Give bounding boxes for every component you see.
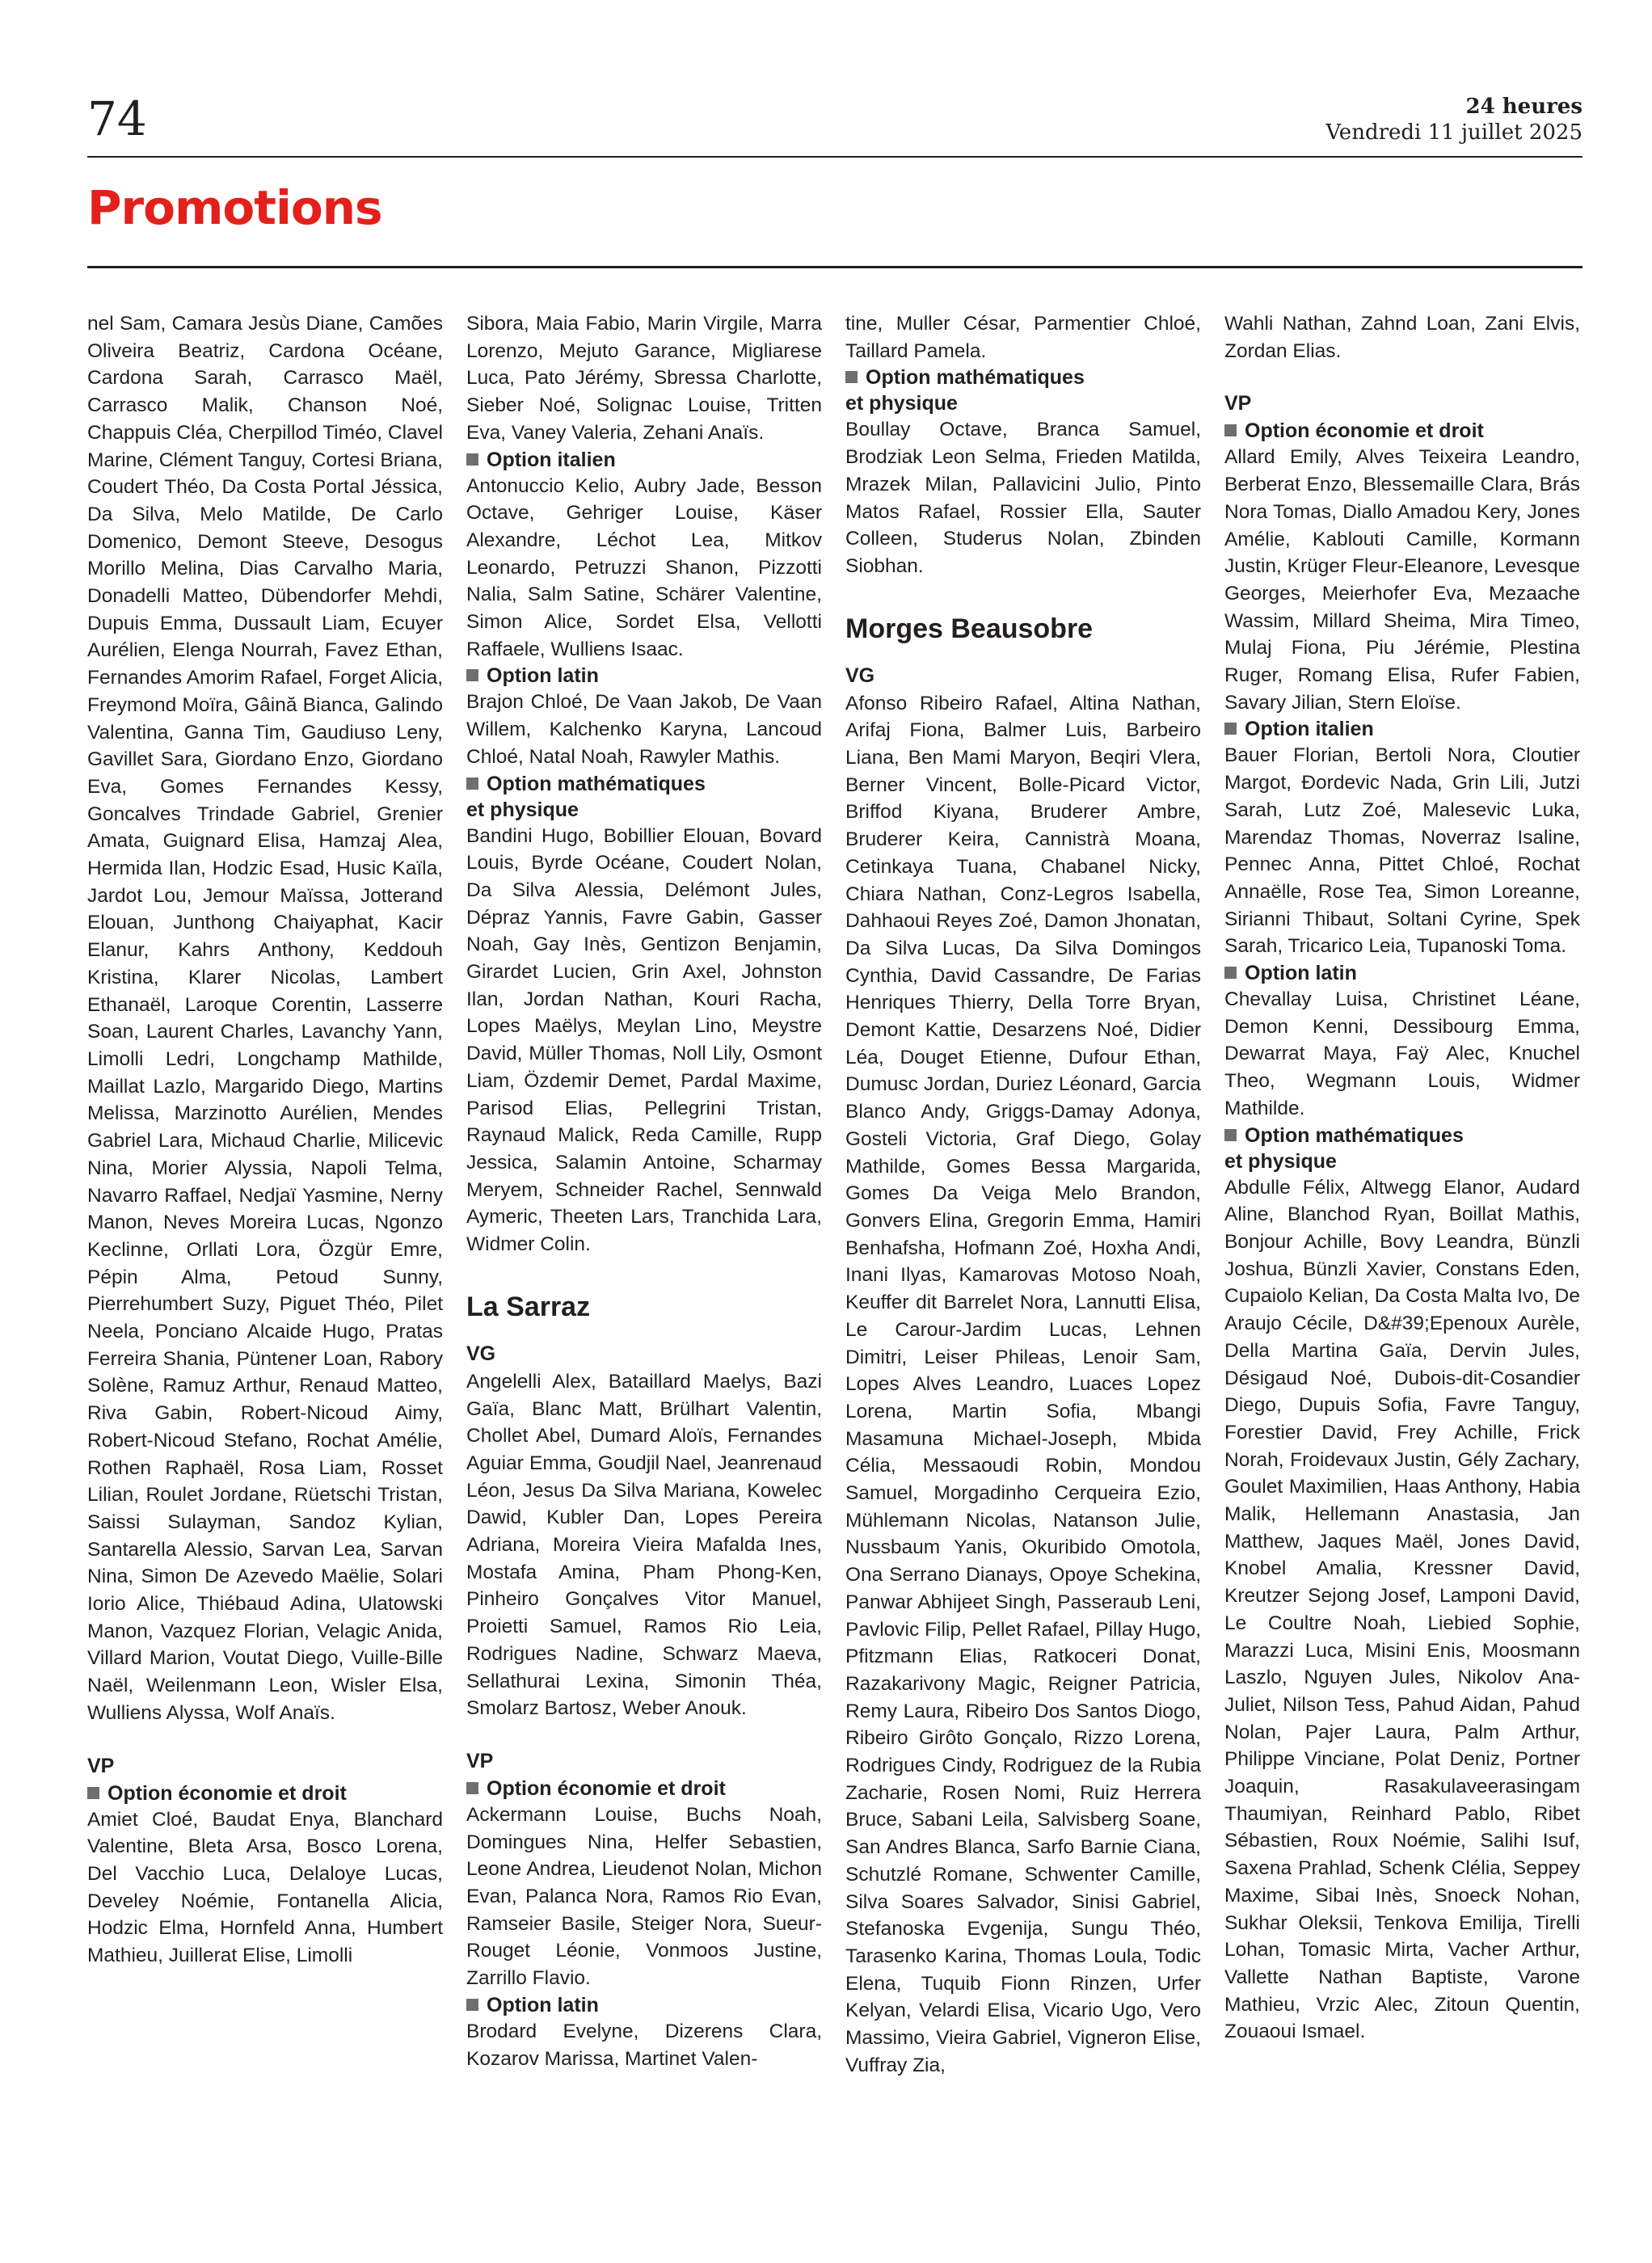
name-list: Antonuccio Kelio, Aubry Jade, Besson Octave, Gehriger Louise, Käser Alexandre, Léchot Lea, Mitkov Leonardo, Petruzzi Shanon, Pizzotti Nalia, Salm Satine, Schärer Valentine, Simon Alice, Sordet Elsa, Vellotti Raffaele, Wulliens Isaac. bbox=[466, 474, 822, 660]
masthead bbox=[1325, 94, 1582, 145]
option-heading: Option italien bbox=[1224, 716, 1580, 742]
article-columns bbox=[87, 310, 1582, 2202]
name-list: Chevallay Luisa, Christinet Léane, Demon Kenni, Dessibourg Emma, Dewarrat Maya, Faÿ Alec, Knuchel Theo, Wegmann Louis, Widmer Mathilde. bbox=[1224, 988, 1580, 1119]
name-list: Boullay Octave, Branca Samuel, Brodziak Leon Selma, Frieden Matilda, Mrazek Milan, Pallavicini Julio, Pinto Matos Rafael, Rossier Ella, Sauter Colleen, Studerus Nolan, Zbinden Siobhan. bbox=[845, 419, 1201, 577]
square-bullet-icon bbox=[87, 1787, 99, 1799]
square-bullet-icon bbox=[845, 371, 858, 383]
subheading-vg: VG bbox=[466, 1342, 496, 1365]
square-bullet-icon bbox=[466, 778, 478, 790]
option-heading: Option économie et droit bbox=[87, 1780, 443, 1806]
name-list: Afonso Ribeiro Rafael, Altina Nathan, Arifaj Fiona, Balmer Luis, Barbeiro Liana, Ben Mami Maryon, Beqiri Vlera, Berner Vincent, Bolle-Picard Victor, Briffod Kiyana, Bruderer Ambre, Bruderer Keira, Cannistrà Moana, Cetinkaya Tuana, Chabanel Nicky, Chiara Nathan, Conz-Legros Isabella, Dahhaoui Reyes Zoé, Damon Jhonatan, Da Silva Lucas, Da Silva Domingos Cynthia, David Cassandre, De Farias Henriques Thierry, Della Torre Bryan, Demont Kattie, Desarzens Noé, Didier Léa, Douget Etienne, Dufour Ethan, Dumusc Jordan, Duriez Léonard, Garcia Blanco Andy, Griggs-Damay Adonya, Gosteli Victoria, Graf Diego, Golay Mathilde, Gomes Bessa Margarida, Gomes Da Veiga Melo Brandon, Gonvers Elina, Gregorin Emma, Hamiri Benhafsha, Hofmann Zoé, Hoxha Andi, Inani Ilyas, Kamarovas Motoso Noah, Keuffer dit Barrelet Nora, Lannutti Elisa, Le Carour-Jardim Lucas, Lehnen Dimitri, Leiser Phileas, Lenoir Sam, Lopes Alves Leandro, Luaces Lopez Lorena, Martin Sofia, Mbangi Masamuna Michael-Joseph, Mbida Célia, Messaoudi Robin, Mondou Samuel, Morgadinho Cerqueira Ezio, Mühlemann Nicolas, Natanson Julie, Nussbaum Yanis, Okuribido Omotola, Ona Serrano Dianays, Opoye Schekina, Panwar Abhijeet Singh, Passeraub Leni, Pavlovic Filip, Pellet Rafael, Pillay Hugo, Pfitzmann Elias, Ratkoceri Donat, Razakarivony Magic, Reigner Patricia, Remy Laura, Ribeiro Dos Santos Diogo, Ribeiro Girôto Gonçalo, Rizzo Lorena, Rodrigues Cindy, Rodriguez de la Rubia Zacharie, Rosen Nomi, Ruiz Herrera Bruce, Sabani Leila, Salvisberg Soane, San Andres Blanca, Sarfo Barnie Ciana, Schutzlé Romane, Schwenter Camille, Silva Soares Salvador, Sinisi Gabriel, Stefanoska Evgenija, Sungu Théo, Tarasenko Karina, Thomas Loula, Todic Elena, Tuquib Fionn Rinzen, Urfer Kelyan, Velardi Elisa, Vicario Ugo, Vero Massimo, Vieira Gabriel, Vigneron Elise, Vuffray Zia, bbox=[845, 692, 1201, 2076]
square-bullet-icon bbox=[1224, 967, 1237, 979]
name-list: Sibora, Maia Fabio, Marin Virgile, Marra Lorenzo, Mejuto Garance, Migliarese Luca, Pato Jérémy, Sbressa Charlotte, Sieber Noé, Solignac Louise, Tritten Eva, Vaney Valeria, Zehani Anaïs. bbox=[466, 313, 822, 444]
square-bullet-icon bbox=[466, 1782, 478, 1794]
option-heading: Option mathématiques et physique bbox=[845, 366, 1085, 415]
option-heading: Option italien bbox=[466, 447, 822, 473]
header-rule bbox=[87, 156, 1582, 158]
name-list: Bauer Florian, Bertoli Nora, Cloutier Margot, Đordevic Nada, Grin Lili, Jutzi Sarah, Lutz Zoé, Malesevic Luka, Marendaz Thomas, Noverraz Isaline, Pennec Anna, Pittet Chloé, Rochat Annaëlle, Rose Tea, Simon Loreanne, Sirianni Thibaut, Soltani Cyrine, Spek Sarah, Tricarico Leia, Tupanoski Toma. bbox=[1224, 744, 1580, 958]
square-bullet-icon bbox=[1224, 723, 1237, 735]
issue-date: Vendredi 11 juillet 2025 bbox=[1325, 120, 1582, 145]
option-heading: Option économie et droit bbox=[466, 1776, 822, 1802]
option-heading: Option latin bbox=[1224, 960, 1580, 986]
section-rule bbox=[87, 266, 1582, 268]
name-list: Ackermann Louise, Buchs Noah, Domingues Nina, Helfer Sebastien, Leone Andrea, Lieudenot Nolan, Michon Evan, Palanca Nora, Ramos Rio Evan, Ramseier Basile, Steiger Nora, Sueur-Rouget Léonie, Vonmoos Justine, Zarrillo Flavio. bbox=[466, 1803, 822, 1990]
square-bullet-icon bbox=[466, 1999, 478, 2011]
name-list: Brajon Chloé, De Vaan Jakob, De Vaan Willem, Kalchenko Karyna, Lancoud Chloé, Natal Noah, Rawyler Mathis. bbox=[466, 691, 822, 768]
option-heading: Option mathématiques et physique bbox=[466, 772, 706, 821]
option-heading: Option mathématiques et physique bbox=[1224, 1123, 1464, 1173]
section-title: Promotions bbox=[87, 180, 382, 235]
column-2 bbox=[466, 310, 822, 2202]
option-heading: Option économie et droit bbox=[1224, 418, 1580, 444]
name-list: tine, Muller César, Parmentier Chloé, Taillard Pamela. bbox=[845, 313, 1201, 362]
name-list: Angelelli Alex, Bataillard Maelys, Bazi Gaïa, Blanc Matt, Brülhart Valentin, Chollet Abel, Dumard Aloïs, Fernandes Aguiar Emma, Goudjil Nael, Jeanrenaud Léon, Jesus Da Silva Mariana, Kowelec Dawid, Kubler Dan, Lopes Pereira Adriana, Moreira Vieira Mafalda Ines, Mostafa Amina, Pham Phong-Ken, Pinheiro Gonçalves Vitor Manuel, Proietti Samuel, Ramos Rio Leia, Rodrigues Nadine, Schwarz Maeva, Sellathurai Lexina, Simonin Théa, Smolarz Bartosz, Weber Anouk. bbox=[466, 1370, 822, 1720]
column-1 bbox=[87, 310, 443, 2202]
name-list: Allard Emily, Alves Teixeira Leandro, Berberat Enzo, Blessemaille Clara, Brás Nora Tomas, Diallo Amadou Kery, Jones Amélie, Kablouti Camille, Kormann Justin, Krüger Fleur-Eleanore, Levesque Georges, Meierhofer Eva, Mezaache Wassim, Millard Sheima, Mira Timeo, Mulaj Fiona, Piu Jérémie, Plestina Ruger, Romang Elisa, Rufer Fabien, Savary Jilian, Stern Eloïse. bbox=[1224, 446, 1580, 714]
subheading-vg: VG bbox=[845, 664, 875, 687]
subheading-vp: VP bbox=[1224, 392, 1252, 415]
subheading-vp: VP bbox=[87, 1754, 115, 1777]
name-list: Brodard Evelyne, Dizerens Clara, Kozarov Marissa, Martinet Valen- bbox=[466, 2020, 822, 2070]
option-heading: Option latin bbox=[466, 663, 822, 689]
name-list: Bandini Hugo, Bobillier Elouan, Bovard Louis, Byrde Océane, Coudert Nolan, Da Silva Alessia, Delémont Jules, Dépraz Yannis, Favre Gabin, Gasser Noah, Gay Inès, Gentizon Benjamin, Girardet Lucien, Grin Axel, Johnston Ilan, Jordan Nathan, Kouri Racha, Lopes Maëlys, Meylan Lino, Meystre David, Müller Thomas, Noll Lily, Osmont Liam, Özdemir Demet, Pardal Maxime, Parisod Elias, Pellegrini Tristan, Raynaud Malick, Reda Camille, Rupp Jessica, Salamin Antoine, Scharmay Meryem, Schneider Rachel, Sennwald Aymeric, Theeten Lars, Tranchida Lara, Widmer Colin. bbox=[466, 824, 822, 1256]
square-bullet-icon bbox=[466, 453, 478, 466]
column-4 bbox=[1224, 310, 1580, 2202]
option-heading: Option latin bbox=[466, 1992, 822, 2018]
square-bullet-icon bbox=[1224, 424, 1237, 436]
name-list: Amiet Cloé, Baudat Enya, Blanchard Valentine, Bleta Arsa, Bosco Lorena, Del Vacchio Luca, Delaloye Lucas, Develey Noémie, Fontanella Alicia, Hodzic Elma, Hornfeld Anna, Humbert Mathieu, Juillerat Elise, Limolli bbox=[87, 1808, 443, 1967]
page-number: 74 bbox=[87, 91, 147, 146]
subheading-vp: VP bbox=[466, 1749, 494, 1772]
name-list: nel Sam, Camara Jesùs Diane, Camões Oliveira Beatriz, Cardona Océane, Cardona Sarah, Carrasco Maël, Carrasco Malik, Chanson Noé, Chappuis Cléa, Cherpillod Timéo, Clavel Marine, Clément Tanguy, Cortesi Briana, Coudert Théo, Da Costa Portal Jéssica, Da Silva, Melo Matilde, De Carlo Domenico, Demont Steeve, Desogus Morillo Melina, Dias Carvalho Maria, Donadelli Matteo, Dübendorfer Mehdi, Dupuis Emma, Dussault Liam, Ecuyer Aurélien, Elenga Nourrah, Favez Ethan, Fernandes Amorim Rafael, Forget Alicia, Freymond Moïra, Gâină Bianca, Galindo Valentina, Ganna Tim, Gaudiuso Leny, Gavillet Sara, Giordano Enzo, Giordano Eva, Gomes Fernandes Kessy, Goncalves Trindade Gabriel, Grenier Amata, Guignard Elisa, Hamzaj Alea, Hermida Ilan, Hodzic Esad, Husic Kaïla, Jardot Lou, Jemour Maïssa, Jotterand Elouan, Junthong Chaiyaphat, Kacir Elanur, Kahrs Anthony, Keddouh Kristina, Klarer Nicolas, Lambert Ethanaël, Laroque Corentin, Lasserre Soan, Laurent Charles, Lavanchy Yann, Limolli Ledri, Longchamp Mathilde, Maillat Lazlo, Margarido Diego, Martins Melissa, Marzinotto Aurélien, Mendes Gabriel Lara, Michaud Charlie, Milicevic Nina, Morier Alyssia, Napoli Telma, Navarro Raffael, Nedjaï Yasmine, Nerny Manon, Neves Moreira Lucas, Ngonzo Keclinne, Orllati Lora, Özgür Emre, Pépin Alma, Petoud Sunny, Pierrehumbert Suzy, Piguet Théo, Pilet Neela, Ponciano Alcaide Hugo, Pratas Ferreira Shania, Püntener Loan, Rabory Solène, Ramuz Arthur, Renaud Matteo, Riva Gabin, Robert-Nicoud Aimy, Robert-Nicoud Stefano, Rochat Amélie, Rothen Raphaël, Rosa Liam, Rosset Lilian, Roulet Jordane, Rüetschi Tristan, Saissi Sulayman, Sandoz Kylian, Santarella Alessio, Sarvan Lea, Sarvan Nina, Simon De Azevedo Maëlie, Solari Iorio Alice, Thiébaud Adina, Ulatowski Manon, Vazquez Florian, Velagic Anida, Villard Marion, Voutat Diego, Vuille-Bille Naël, Weilenmann Leon, Wisler Elsa, Wulliens Alyssa, Wolf Anaïs. bbox=[87, 313, 443, 1724]
school-heading: La Sarraz bbox=[466, 1291, 591, 1322]
column-3 bbox=[845, 310, 1201, 2202]
name-list: Abdulle Félix, Altwegg Elanor, Audard Aline, Blanchod Ryan, Boillat Mathis, Bonjour Achille, Bovy Leandra, Bünzli Joshua, Bünzli Xavier, Constans Eden, Cupaiolo Kelian, Da Costa Malta Ivo, De Araujo Cécile, D&#39;Epenoux Aurèle, Della Martina Gaïa, Dervin Jules, Désigaud Noé, Dubois-dit-Cosandier Diego, Dupuis Sofia, Favre Tanguy, Forestier David, Frey Achille, Frick Norah, Froidevaux Justin, Gély Zachary, Goulet Maximilien, Haas Anthony, Habia Malik, Hellemann Anastasia, Jan Matthew, Jaques Maël, Jones David, Knobel Amalia, Kressner David, Kreutzer Sejong Josef, Lamponi David, Le Coultre Noah, Liebied Sophie, Marazzi Luca, Misini Enis, Moosmann Laszlo, Nguyen Jules, Nikolov Ana-Juliet, Nilson Tess, Pahud Aidan, Pahud Nolan, Pajer Laura, Palm Arthur, Philippe Vinciane, Polat Deniz, Portner Joaquin, Rasakulaveerasingam Thaumiyan, Reinhard Pablo, Ribet Sébastien, Roux Noémie, Salihi Isuf, Saxena Prahlad, Schenk Clélia, Seppey Maxime, Sibai Inès, Snoeck Nohan, Sukhar Oleksii, Tenkova Emilija, Tirelli Lohan, Tomasic Mirta, Vacher Arthur, Vallette Nathan Baptiste, Varone Mathieu, Vrzic Alec, Zitoun Quentin, Zouaoui Ismael. bbox=[1224, 1176, 1580, 2043]
newspaper-name: 24 heures bbox=[1465, 95, 1582, 119]
school-heading: Morges Beausobre bbox=[845, 613, 1094, 644]
square-bullet-icon bbox=[1224, 1129, 1237, 1141]
square-bullet-icon bbox=[466, 669, 478, 681]
name-list: Wahli Nathan, Zahnd Loan, Zani Elvis, Zordan Elias. bbox=[1224, 313, 1580, 362]
